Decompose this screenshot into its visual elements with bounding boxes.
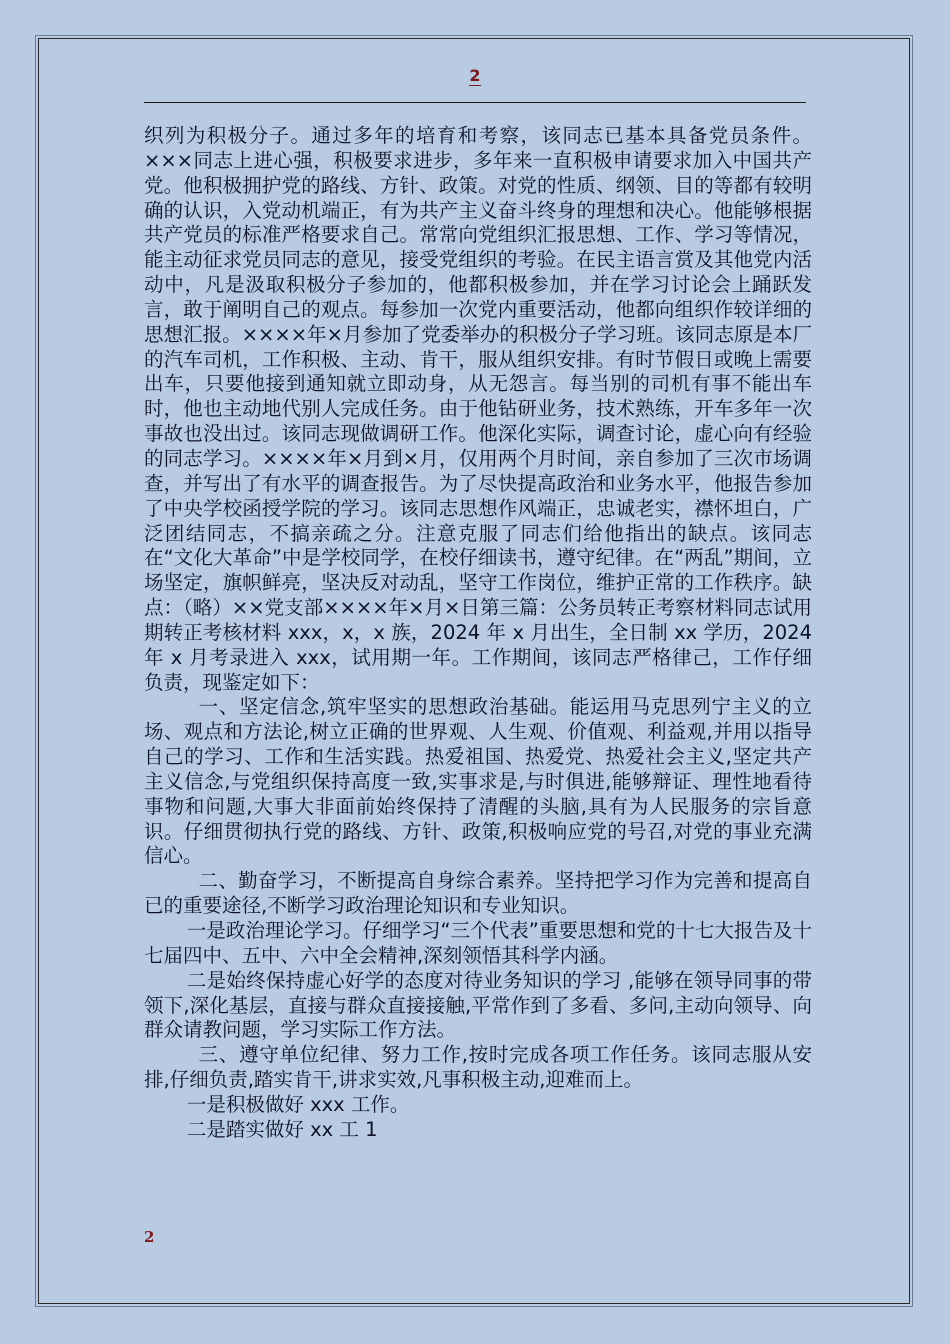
paragraph-7: 一是积极做好 xxx 工作。 bbox=[186, 1092, 410, 1116]
paragraph-2: 一、坚定信念,筑牢坚实的思想政治基础。能运用马克思列宁主义的立场、观点和方法论,树立正确的世界观、人生观、价值观、利益观,并用以指导自己的学习、工作和生活实践。热爱祖国、热爱党、热爱社会主义,坚定共产主义信念,与党组织保持高度一致,实事求是,与时俱进,能够辩证、理性地看待事物和问题,大事大非面前始终保持了清醒的头脑,具有为人民服务的宗旨意识。仔细贯彻执行党的路线、方针、政策,积极响应党的号召,对党的事业充满信心。 bbox=[144, 695, 812, 868]
header-page-number-text: 2 bbox=[469, 66, 481, 85]
header-divider bbox=[144, 102, 806, 103]
paragraph-8: 二是踏实做好 xx 工 1 bbox=[186, 1117, 378, 1141]
document-body bbox=[144, 124, 812, 1143]
paragraph-1: 织列为积极分子。通过多年的培育和考察，该同志已基本具备党员条件。×××同志上进心强，积极要求进步，多年来一直积极申请要求加入中国共产党。他积极拥护党的路线、方针、政策。对党的性质、纲领、目的等都有较明确的认识，入党动机端正，有为共产主义奋斗终身的理想和决心。他能够根据共产党员的标准严格要求自己。常常向党组织汇报思想、工作、学习等情况，能主动征求党员同志的意见，接受党组织的考验。在民主语言赏及其他党内活动中，凡是汲取积极分子参加的，他都积极参加，并在学习讨论会上踊跃发言，敢于阐明自己的观点。每参加一次党内重要活动，他都向组织作较详细的思想汇报。××××年×月参加了党委举办的积极分子学习班。该同志原是本厂的汽车司机，工作积极、主动、肯干，服从组织安排。有时节假日或晚上需要出车，只要他接到通知就立即动身，从无怨言。每当别的司机有事不能出车时，他也主动地代别人完成任务。由于他钻研业务，技术熟练，开车多年一次事故也没出过。该同志现做调研工作。他深化实际，调查讨论，虚心向有经验的同志学习。××××年×月到×月，仅用两个月时间，亲自参加了三次市场调查，并写出了有水平的调查报告。为了尽快提高政治和业务水平，他报告参加了中央学校函授学院的学习。该同志思想作风端正，忠诚老实，襟怀坦白，广泛团结同志，不搞亲疏之分。注意克服了同志们给他指出的缺点。该同志在“文化大革命”中是学校同学，在校仔细读书，遵守纪律。在“两乱”期间，立场坚定，旗帜鲜亮，坚决反对动乱，坚守工作岗位，维护正常的工作秩序。缺点：（略）××党支部××××年×月×日第三篇：公务员转正考察材料同志试用期转正考核材料 xxx，x，x 族，2024 年 x 月出生，全日制 xx 学历，2024 年 x 月考录进入 xxx，试用期一年。工作期间，该同志严格律己，工作仔细负责，现鉴定如下： bbox=[144, 124, 812, 694]
footer-page-number: 2 bbox=[144, 1228, 155, 1246]
paragraph-5: 二是始终保持虚心好学的态度对待业务知识的学习 ,能够在领导同事的带领下,深化基层，直接与群众直接接触,平常作到了多看、多问,主动向领导、向群众请教问题，学习实际工作方法。 bbox=[144, 968, 812, 1042]
paragraph-3: 二、勤奋学习，不断提高自身综合素养。坚持把学习作为完善和提高自已的重要途径,不断学习政治理论知识和专业知识。 bbox=[144, 869, 812, 918]
paragraph-4: 一是政治理论学习。仔细学习“三个代表”重要思想和党的十七大报告及十七届四中、五中、六中全会精神,深刻领悟其科学内涵。 bbox=[144, 919, 812, 967]
header-page-number bbox=[0, 66, 950, 86]
paragraph-6: 三、遵守单位纪律、努力工作,按时完成各项工作任务。该同志服从安排,仔细负责,踏实肯干,讲求实效,凡事积极主动,迎难而上。 bbox=[144, 1043, 812, 1092]
